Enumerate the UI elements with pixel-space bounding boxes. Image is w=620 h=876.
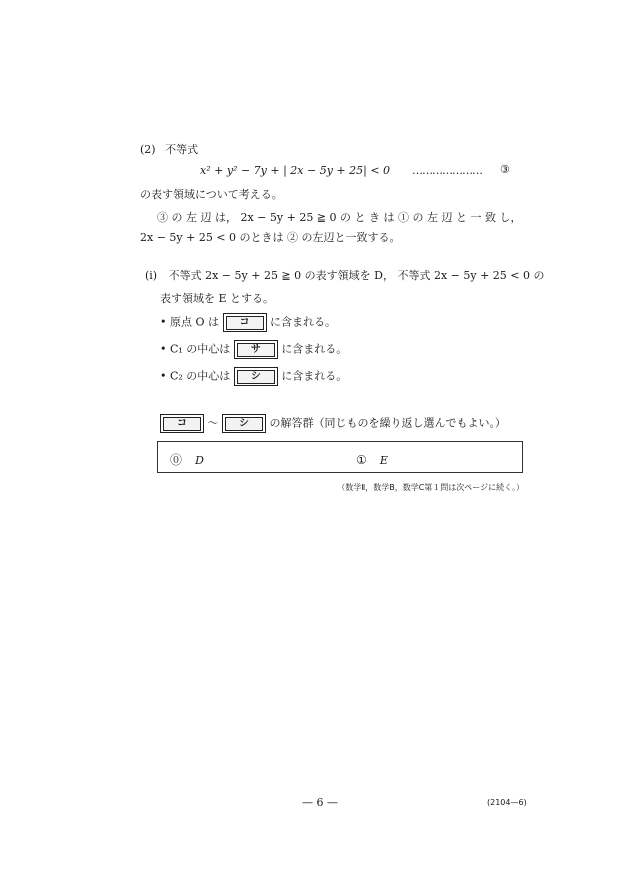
- sub-i-line2: 表す領域を E とする。: [160, 292, 275, 305]
- choices-caption: の解答群（同じものを繰り返し選んでもよい。）: [269, 416, 506, 430]
- bullet-c1: [160, 340, 347, 359]
- sub-i-label: (i): [145, 269, 158, 282]
- bullet-c1-suffix: に含まれる。: [281, 342, 348, 356]
- choices-tilde: ～: [207, 416, 219, 430]
- choices-box-to: シ: [222, 414, 266, 433]
- continue-note: （数学Ⅱ，数学B，数学C第１問は次ページに続く。）: [337, 483, 524, 492]
- sub-i-line1: [145, 267, 545, 283]
- bullet-c1-prefix: • C₁ の中心は: [160, 342, 231, 356]
- inequality-expression: x² + y² − 7y + | 2x − 5y + 25| < 0: [200, 164, 391, 177]
- part2-label: (2): [140, 143, 156, 156]
- choices-frame: [157, 441, 523, 473]
- inequality-ref-number: ③: [500, 163, 510, 176]
- part2-line3: 2x − 5y + 25 < 0 のときは ② の左辺と一致する。: [140, 231, 401, 244]
- bullet-c2: [160, 367, 347, 386]
- choice-0-text: D: [195, 454, 204, 467]
- choice-option-1[interactable]: [356, 449, 388, 468]
- bullet-c2-prefix: • C₂ の中心は: [160, 369, 231, 383]
- bullet-c2-suffix: に含まれる。: [281, 369, 348, 383]
- page-number: — 6 —: [302, 796, 338, 809]
- part2-line2: ③ の 左 辺 は， 2x − 5y + 25 ≧ 0 の と き は ① の 左 辺 と 一 致 し，: [157, 211, 522, 224]
- part2-heading: [140, 141, 198, 157]
- part2-title: 不等式: [165, 143, 199, 156]
- choice-option-0[interactable]: [170, 449, 204, 468]
- bullet-origin-prefix: • 原点 O は: [160, 315, 219, 329]
- bullet-origin-suffix: に含まれる。: [270, 315, 336, 329]
- inequality-leader-dots: …………………: [412, 164, 482, 177]
- part2-line1: の表す領域について考える。: [140, 188, 283, 201]
- answer-box-shi[interactable]: シ: [234, 367, 278, 386]
- choice-0-mark: ⓪: [170, 453, 183, 467]
- answer-box-sa[interactable]: サ: [234, 340, 278, 359]
- choices-caption-row: [160, 414, 506, 433]
- choices-box-from: コ: [160, 414, 204, 433]
- answer-box-ko[interactable]: コ: [223, 313, 267, 332]
- choice-1-text: E: [379, 454, 388, 467]
- bullet-origin: [160, 313, 336, 332]
- document-code: (2104—6): [487, 798, 527, 807]
- sub-i-text1: 不等式 2x − 5y + 25 ≧ 0 の表す領域を D， 不等式 2x − 5y + 25 < 0 の: [168, 269, 545, 282]
- choice-1-mark: ①: [356, 453, 367, 467]
